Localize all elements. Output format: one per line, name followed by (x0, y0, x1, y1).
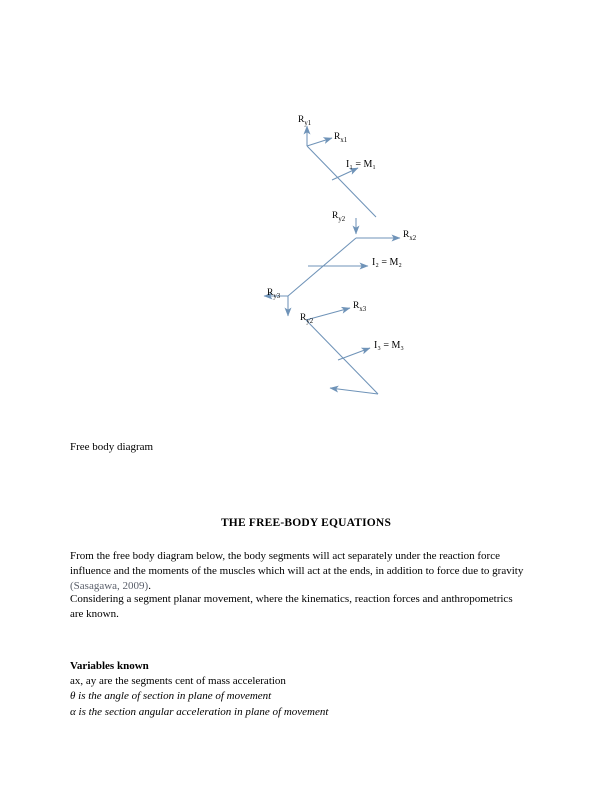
arrow-bottom-left (330, 388, 378, 394)
label-ry3: $R_{y3}$ (267, 288, 281, 300)
citation-sasagawa: (Sasagawa, 2009) (70, 580, 149, 593)
label-rx2: $R_{x2}$ (403, 230, 417, 242)
variables-line-theta: θ is the angle of section in plane of movement (70, 690, 272, 703)
segment-2-body (288, 238, 356, 296)
paragraph-intro (70, 549, 525, 595)
segment-3-body (306, 320, 378, 394)
section-heading: THE FREE-BODY EQUATIONS (220, 517, 392, 529)
variables-known-block (70, 659, 525, 720)
paragraph-intro-text-2: . (148, 580, 151, 593)
label-i2m2: I₂ = M₂ (372, 257, 402, 268)
segment-1-body (307, 146, 376, 217)
figure-caption: Free body diagram (70, 441, 154, 453)
paragraph-considering: Considering a segment planar movement, where the kinematics, reaction forces and anthropometrics are known. (70, 593, 513, 621)
free-body-diagram-figure (248, 112, 458, 412)
arrow-rx1 (307, 138, 332, 146)
free-body-diagram-svg (248, 112, 458, 412)
label-i1m1: I₁ = M₁ (346, 159, 376, 170)
arrow-i3m3 (338, 348, 370, 360)
variables-line-alpha: α is the section angular acceleration in plane of movement (70, 705, 329, 718)
variables-line-acceleration: ax, ay are the segments cent of mass acceleration (70, 675, 286, 688)
label-ry1: $R_{y1}$ (298, 115, 312, 127)
label-ry2-top: $R_{y2}$ (332, 211, 346, 223)
label-i3m3: I₃ = M₃ (374, 340, 404, 351)
label-rx3: $R_{x3}$ (353, 301, 367, 313)
variables-known-title: Variables known (70, 660, 149, 672)
label-rx1: $R_{x1}$ (334, 132, 348, 144)
paragraph-intro-text-1: From the free body diagram below, the body segments will act separately under the reaction force influence and the moments of the muscles which will act at the ends, in addition to force due to gravity (70, 550, 524, 578)
label-ry2-bottom: $R_{y2}$ (300, 313, 314, 325)
